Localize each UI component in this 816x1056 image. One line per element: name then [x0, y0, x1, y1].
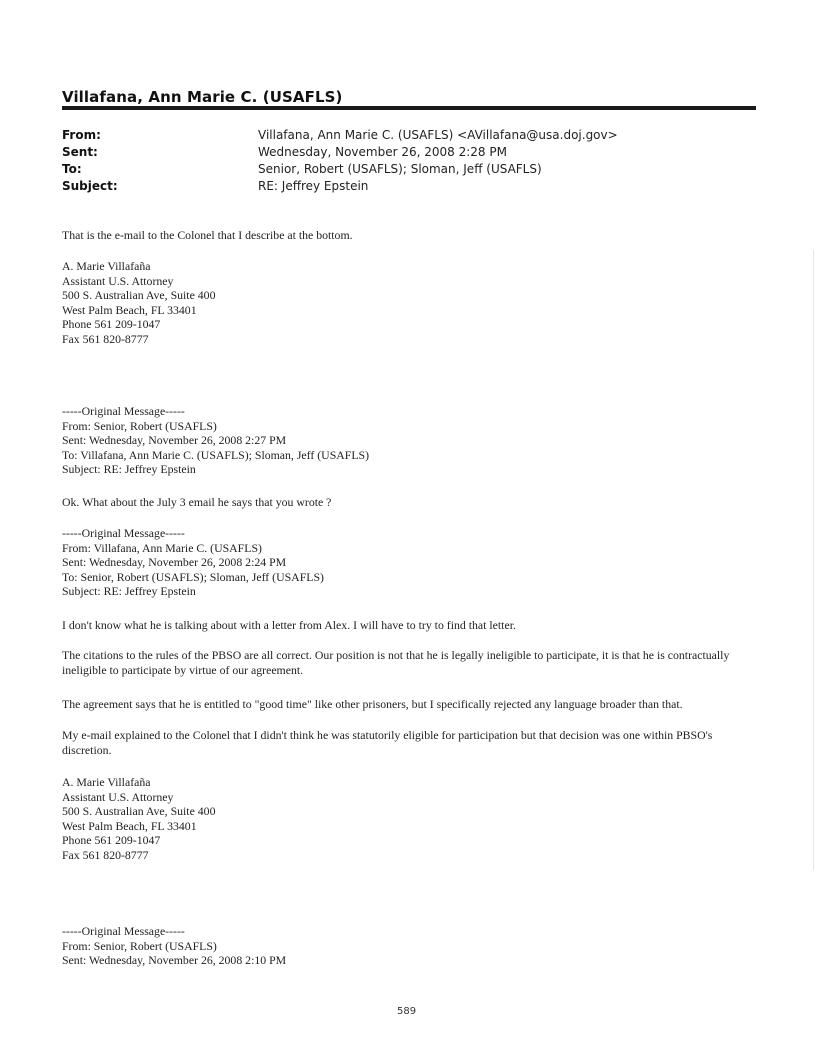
- signature-phone: Phone 561 209-1047: [62, 317, 161, 332]
- original-message-subject: Subject: RE: Jeffrey Epstein: [62, 584, 196, 599]
- to-label: To:: [62, 162, 82, 176]
- from-value: Villafana, Ann Marie C. (USAFLS) <AVillafana@usa.doj.gov>: [258, 128, 618, 142]
- sent-value: Wednesday, November 26, 2008 2:28 PM: [258, 145, 507, 159]
- signature-address-line-1: 500 S. Australian Ave, Suite 400: [62, 288, 216, 303]
- to-value: Senior, Robert (USAFLS); Sloman, Jeff (USAFLS): [258, 162, 542, 176]
- original-message-marker: -----Original Message-----: [62, 404, 185, 418]
- subject-label: Subject:: [62, 179, 118, 193]
- original-message-3: [62, 924, 286, 968]
- original-message-from: From: Villafana, Ann Marie C. (USAFLS): [62, 540, 262, 555]
- signature-title: Assistant U.S. Attorney: [62, 273, 174, 288]
- message-2-paragraph-2: The citations to the rules of the PBSO are all correct. Our position is not that he is legally ineligible to participate, it is that he is contractually ineligible to participate by virtue of our agreement.: [62, 648, 730, 677]
- signature-name: A. Marie Villafaña: [62, 775, 151, 789]
- original-message-to: To: Villafana, Ann Marie C. (USAFLS); Sloman, Jeff (USAFLS): [62, 447, 370, 462]
- from-label: From:: [62, 128, 101, 142]
- original-message-sent: Sent: Wednesday, November 26, 2008 2:24 PM: [62, 555, 287, 570]
- signature-address-line-2: West Palm Beach, FL 33401: [62, 818, 197, 833]
- original-message-marker: -----Original Message-----: [62, 924, 185, 938]
- original-message-sent: Sent: Wednesday, November 26, 2008 2:10 PM: [62, 953, 287, 968]
- message-2-paragraph-4: My e-mail explained to the Colonel that I didn't think he was statutorily eligible for participation but that decision was one within PBSO's discretion.: [62, 728, 713, 757]
- original-message-from: From: Senior, Robert (USAFLS): [62, 938, 217, 953]
- original-message-1: [62, 404, 369, 477]
- signature-fax: Fax 561 820-8777: [62, 331, 149, 346]
- message-2-paragraph-3: The agreement says that he is entitled to "good time" like other prisoners, but I specifically rejected any language broader than that.: [62, 697, 683, 711]
- signature-block-2: [62, 775, 215, 863]
- scan-edge-line: [813, 250, 814, 870]
- page-number: 589: [397, 1006, 417, 1017]
- original-message-from: From: Senior, Robert (USAFLS): [62, 418, 217, 433]
- subject-value: RE: Jeffrey Epstein: [258, 179, 369, 193]
- intro-paragraph: That is the e-mail to the Colonel that I describe at the bottom.: [62, 228, 353, 242]
- signature-block-1: [62, 259, 215, 347]
- original-message-marker: -----Original Message-----: [62, 526, 185, 540]
- message-1-body: Ok. What about the July 3 email he says that you wrote ?: [62, 495, 332, 509]
- signature-fax: Fax 561 820-8777: [62, 847, 149, 862]
- original-message-sent: Sent: Wednesday, November 26, 2008 2:27 PM: [62, 433, 287, 448]
- sent-label: Sent:: [62, 145, 98, 159]
- signature-name: A. Marie Villafaña: [62, 259, 151, 273]
- message-2-paragraph-1: I don't know what he is talking about with a letter from Alex. I will have to try to find that letter.: [62, 618, 516, 632]
- signature-address-line-1: 500 S. Australian Ave, Suite 400: [62, 804, 216, 819]
- title-rule: [62, 106, 756, 110]
- original-message-2: [62, 526, 324, 599]
- original-message-to: To: Senior, Robert (USAFLS); Sloman, Jeff (USAFLS): [62, 569, 324, 584]
- document-title: Villafana, Ann Marie C. (USAFLS): [62, 88, 343, 106]
- signature-title: Assistant U.S. Attorney: [62, 789, 174, 804]
- signature-phone: Phone 561 209-1047: [62, 833, 161, 848]
- original-message-subject: Subject: RE: Jeffrey Epstein: [62, 462, 196, 477]
- signature-address-line-2: West Palm Beach, FL 33401: [62, 302, 197, 317]
